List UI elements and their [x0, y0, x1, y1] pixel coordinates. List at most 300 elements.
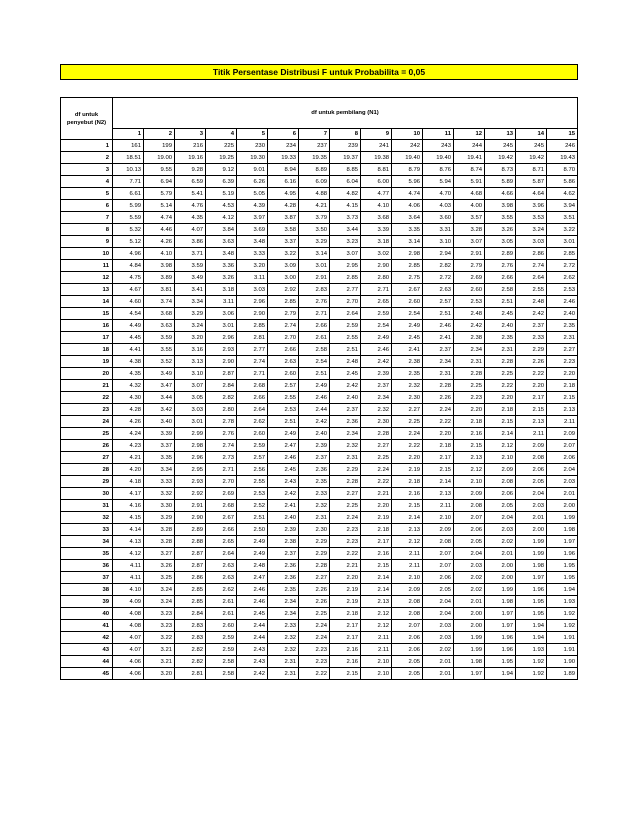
table-cell: 161	[113, 140, 144, 152]
table-cell: 2.11	[516, 428, 547, 440]
table-cell: 2.01	[516, 512, 547, 524]
table-cell: 1.95	[485, 656, 516, 668]
table-cell: 3.44	[144, 392, 175, 404]
table-cell: 2.14	[485, 428, 516, 440]
table-cell: 3.35	[392, 224, 423, 236]
table-cell: 2.17	[423, 452, 454, 464]
table-cell: 2.23	[547, 356, 578, 368]
table-cell: 1.89	[547, 668, 578, 680]
column-header-n1: 14	[516, 129, 547, 140]
table-body	[61, 140, 578, 680]
table-cell: 2.32	[268, 632, 299, 644]
table-cell: 2.32	[330, 440, 361, 452]
table-row	[61, 296, 578, 308]
table-cell: 2.11	[361, 632, 392, 644]
table-cell: 1.92	[516, 656, 547, 668]
table-cell: 9.55	[144, 164, 175, 176]
table-cell: 4.64	[516, 188, 547, 200]
column-header-n1: 11	[423, 129, 454, 140]
row-df-n2: 9	[61, 236, 113, 248]
table-cell: 2.36	[268, 560, 299, 572]
row-df-n2: 26	[61, 440, 113, 452]
table-cell: 4.08	[113, 620, 144, 632]
table-cell: 1.99	[516, 548, 547, 560]
table-row	[61, 572, 578, 584]
table-cell: 3.47	[144, 380, 175, 392]
table-cell: 2.52	[237, 500, 268, 512]
table-cell: 1.94	[516, 632, 547, 644]
table-cell: 3.09	[268, 260, 299, 272]
table-cell: 2.65	[361, 296, 392, 308]
table-cell: 2.63	[206, 572, 237, 584]
table-cell: 2.28	[454, 368, 485, 380]
table-cell: 2.01	[485, 548, 516, 560]
table-cell: 2.25	[330, 500, 361, 512]
table-cell: 4.84	[113, 260, 144, 272]
table-cell: 4.74	[144, 212, 175, 224]
table-row	[61, 188, 578, 200]
table-cell: 19.30	[237, 152, 268, 164]
f-distribution-table	[60, 97, 578, 680]
table-cell: 2.89	[485, 248, 516, 260]
row-df-n2: 13	[61, 284, 113, 296]
table-cell: 2.76	[299, 296, 330, 308]
col-header-label: df untuk pembilang (N1)	[113, 98, 578, 129]
table-cell: 2.07	[423, 548, 454, 560]
table-cell: 2.23	[454, 392, 485, 404]
table-cell: 3.86	[175, 236, 206, 248]
table-cell: 2.40	[268, 512, 299, 524]
table-cell: 2.02	[485, 536, 516, 548]
table-cell: 1.92	[547, 620, 578, 632]
table-row	[61, 272, 578, 284]
table-cell: 2.11	[547, 416, 578, 428]
table-cell: 6.39	[206, 176, 237, 188]
table-cell: 2.46	[299, 392, 330, 404]
table-cell: 2.05	[485, 500, 516, 512]
table-cell: 3.39	[144, 428, 175, 440]
table-cell: 2.04	[485, 512, 516, 524]
table-cell: 3.24	[144, 596, 175, 608]
table-cell: 2.85	[547, 248, 578, 260]
table-cell: 4.26	[144, 236, 175, 248]
row-df-n2: 33	[61, 524, 113, 536]
table-cell: 2.30	[361, 416, 392, 428]
table-cell: 225	[206, 140, 237, 152]
table-cell: 2.13	[423, 488, 454, 500]
table-cell: 5.19	[206, 188, 237, 200]
table-cell: 3.79	[299, 212, 330, 224]
table-cell: 2.20	[454, 404, 485, 416]
table-cell: 2.18	[547, 380, 578, 392]
table-cell: 19.25	[206, 152, 237, 164]
table-cell: 19.33	[268, 152, 299, 164]
table-cell: 6.16	[268, 176, 299, 188]
table-cell: 2.30	[299, 524, 330, 536]
table-cell: 2.15	[547, 392, 578, 404]
table-cell: 2.46	[268, 452, 299, 464]
table-cell: 2.74	[237, 356, 268, 368]
table-cell: 2.79	[454, 260, 485, 272]
table-cell: 2.71	[299, 308, 330, 320]
table-cell: 2.28	[361, 428, 392, 440]
table-cell: 2.17	[516, 392, 547, 404]
table-cell: 3.21	[144, 656, 175, 668]
table-cell: 4.75	[113, 272, 144, 284]
table-cell: 4.12	[113, 548, 144, 560]
table-cell: 8.73	[485, 164, 516, 176]
table-cell: 1.97	[516, 572, 547, 584]
table-cell: 3.11	[237, 272, 268, 284]
table-cell: 2.71	[361, 284, 392, 296]
table-cell: 2.63	[423, 284, 454, 296]
table-cell: 2.66	[206, 524, 237, 536]
row-df-n2: 1	[61, 140, 113, 152]
table-cell: 2.31	[330, 452, 361, 464]
table-cell: 4.09	[113, 596, 144, 608]
table-cell: 3.18	[361, 236, 392, 248]
table-cell: 2.49	[392, 320, 423, 332]
table-cell: 2.45	[330, 368, 361, 380]
table-cell: 2.96	[175, 452, 206, 464]
table-cell: 4.21	[113, 452, 144, 464]
table-cell: 2.41	[268, 500, 299, 512]
table-cell: 4.23	[113, 440, 144, 452]
table-cell: 2.03	[423, 632, 454, 644]
table-cell: 4.10	[144, 248, 175, 260]
table-cell: 2.11	[423, 500, 454, 512]
table-cell: 2.16	[454, 428, 485, 440]
table-row	[61, 476, 578, 488]
table-cell: 2.46	[547, 296, 578, 308]
table-cell: 4.32	[113, 380, 144, 392]
table-cell: 2.85	[392, 260, 423, 272]
table-cell: 5.59	[113, 212, 144, 224]
row-df-n2: 22	[61, 392, 113, 404]
table-cell: 2.67	[206, 512, 237, 524]
table-cell: 237	[299, 140, 330, 152]
table-row	[61, 176, 578, 188]
table-cell: 3.59	[144, 332, 175, 344]
table-cell: 246	[547, 140, 578, 152]
table-row	[61, 332, 578, 344]
table-cell: 2.59	[330, 320, 361, 332]
table-cell: 4.95	[268, 188, 299, 200]
table-cell: 6.00	[361, 176, 392, 188]
table-cell: 2.00	[547, 500, 578, 512]
table-cell: 3.98	[144, 260, 175, 272]
table-cell: 2.93	[175, 476, 206, 488]
table-cell: 2.76	[206, 428, 237, 440]
row-df-n2: 3	[61, 164, 113, 176]
table-cell: 2.32	[361, 404, 392, 416]
table-cell: 2.05	[392, 656, 423, 668]
table-cell: 2.42	[299, 416, 330, 428]
table-cell: 19.42	[485, 152, 516, 164]
table-row	[61, 668, 578, 680]
table-cell: 2.56	[237, 464, 268, 476]
table-row	[61, 380, 578, 392]
table-cell: 2.61	[299, 332, 330, 344]
table-cell: 2.60	[237, 428, 268, 440]
table-cell: 9.01	[237, 164, 268, 176]
table-cell: 2.31	[268, 656, 299, 668]
table-cell: 2.83	[175, 632, 206, 644]
column-header-n1: 3	[175, 129, 206, 140]
table-cell: 2.64	[206, 548, 237, 560]
table-cell: 3.00	[268, 272, 299, 284]
table-cell: 2.49	[237, 536, 268, 548]
table-cell: 2.74	[516, 260, 547, 272]
table-cell: 2.25	[299, 608, 330, 620]
table-cell: 1.95	[516, 596, 547, 608]
table-cell: 2.48	[454, 308, 485, 320]
table-cell: 6.61	[113, 188, 144, 200]
table-cell: 2.66	[485, 272, 516, 284]
table-cell: 3.24	[175, 320, 206, 332]
table-cell: 2.98	[392, 248, 423, 260]
table-cell: 2.66	[299, 320, 330, 332]
table-cell: 2.23	[299, 644, 330, 656]
table-cell: 2.51	[330, 344, 361, 356]
table-cell: 2.16	[361, 548, 392, 560]
table-cell: 1.96	[547, 548, 578, 560]
row-df-n2: 36	[61, 560, 113, 572]
table-cell: 2.42	[361, 356, 392, 368]
table-cell: 1.97	[485, 608, 516, 620]
table-cell: 2.10	[392, 572, 423, 584]
table-cell: 4.38	[113, 356, 144, 368]
table-cell: 4.10	[113, 584, 144, 596]
table-cell: 2.24	[299, 632, 330, 644]
table-row	[61, 560, 578, 572]
row-df-n2: 37	[61, 572, 113, 584]
table-cell: 2.00	[454, 620, 485, 632]
table-row	[61, 344, 578, 356]
table-cell: 2.37	[299, 452, 330, 464]
table-cell: 2.02	[454, 584, 485, 596]
table-cell: 2.35	[485, 332, 516, 344]
table-cell: 2.43	[237, 656, 268, 668]
table-cell: 1.95	[547, 560, 578, 572]
table-cell: 2.38	[454, 332, 485, 344]
table-cell: 3.10	[175, 368, 206, 380]
table-cell: 2.12	[392, 536, 423, 548]
table-cell: 3.36	[206, 260, 237, 272]
table-cell: 2.42	[454, 320, 485, 332]
table-cell: 2.82	[206, 392, 237, 404]
table-cell: 2.19	[330, 584, 361, 596]
table-cell: 3.84	[206, 224, 237, 236]
table-cell: 2.29	[516, 344, 547, 356]
table-cell: 2.20	[485, 392, 516, 404]
table-cell: 2.51	[268, 416, 299, 428]
table-cell: 4.49	[113, 320, 144, 332]
table-cell: 3.02	[361, 248, 392, 260]
table-cell: 3.07	[454, 236, 485, 248]
table-cell: 2.01	[423, 656, 454, 668]
table-cell: 2.29	[330, 464, 361, 476]
table-cell: 4.45	[113, 332, 144, 344]
table-cell: 3.28	[144, 524, 175, 536]
table-cell: 3.07	[175, 380, 206, 392]
table-cell: 4.03	[423, 200, 454, 212]
table-cell: 1.92	[547, 608, 578, 620]
table-cell: 2.88	[175, 536, 206, 548]
table-cell: 3.29	[144, 512, 175, 524]
table-cell: 3.37	[144, 440, 175, 452]
table-cell: 4.00	[454, 200, 485, 212]
table-cell: 2.35	[299, 476, 330, 488]
table-cell: 3.20	[144, 668, 175, 680]
table-cell: 2.08	[454, 500, 485, 512]
table-cell: 4.74	[392, 188, 423, 200]
table-cell: 8.89	[299, 164, 330, 176]
table-cell: 2.66	[268, 344, 299, 356]
table-cell: 2.32	[299, 500, 330, 512]
table-cell: 4.35	[113, 368, 144, 380]
table-cell: 3.60	[423, 212, 454, 224]
table-cell: 2.04	[547, 464, 578, 476]
table-cell: 2.96	[237, 296, 268, 308]
table-cell: 2.03	[485, 524, 516, 536]
row-df-n2: 18	[61, 344, 113, 356]
table-cell: 19.38	[361, 152, 392, 164]
table-cell: 3.34	[175, 296, 206, 308]
row-df-n2: 38	[61, 584, 113, 596]
table-cell: 2.46	[423, 320, 454, 332]
table-cell: 2.25	[392, 416, 423, 428]
table-cell: 2.90	[206, 356, 237, 368]
table-cell: 2.91	[299, 272, 330, 284]
table-cell: 2.39	[361, 368, 392, 380]
table-cell: 2.17	[330, 632, 361, 644]
table-cell: 1.94	[516, 620, 547, 632]
table-cell: 2.54	[361, 320, 392, 332]
table-cell: 2.82	[423, 260, 454, 272]
table-row	[61, 308, 578, 320]
table-cell: 4.24	[113, 428, 144, 440]
table-cell: 4.76	[175, 200, 206, 212]
table-cell: 4.28	[113, 404, 144, 416]
table-row	[61, 284, 578, 296]
table-cell: 2.84	[206, 380, 237, 392]
table-cell: 2.07	[547, 440, 578, 452]
table-cell: 2.85	[268, 296, 299, 308]
table-cell: 2.36	[299, 464, 330, 476]
table-cell: 2.33	[268, 620, 299, 632]
table-row	[61, 500, 578, 512]
table-cell: 2.14	[361, 584, 392, 596]
table-cell: 2.24	[361, 464, 392, 476]
column-header-n1: 4	[206, 129, 237, 140]
table-cell: 2.70	[206, 476, 237, 488]
table-cell: 2.28	[423, 380, 454, 392]
table-cell: 4.10	[361, 200, 392, 212]
table-cell: 3.53	[516, 212, 547, 224]
table-cell: 3.40	[144, 416, 175, 428]
table-cell: 2.46	[237, 596, 268, 608]
table-cell: 5.99	[113, 200, 144, 212]
table-cell: 18.51	[113, 152, 144, 164]
table-cell: 2.40	[299, 428, 330, 440]
table-cell: 3.98	[485, 200, 516, 212]
table-cell: 2.06	[516, 464, 547, 476]
table-cell: 2.87	[175, 560, 206, 572]
table-cell: 4.26	[113, 416, 144, 428]
table-cell: 2.07	[423, 560, 454, 572]
table-cell: 2.23	[330, 524, 361, 536]
table-cell: 3.42	[144, 404, 175, 416]
table-cell: 3.14	[299, 248, 330, 260]
table-cell: 2.20	[361, 500, 392, 512]
table-cell: 3.96	[516, 200, 547, 212]
table-cell: 2.00	[516, 524, 547, 536]
table-cell: 10.13	[113, 164, 144, 176]
table-cell: 3.01	[175, 416, 206, 428]
table-row	[61, 656, 578, 668]
table-row	[61, 248, 578, 260]
table-cell: 8.94	[268, 164, 299, 176]
table-cell: 3.63	[144, 320, 175, 332]
table-cell: 2.41	[423, 332, 454, 344]
table-cell: 2.39	[299, 440, 330, 452]
table-cell: 1.98	[485, 596, 516, 608]
table-cell: 243	[423, 140, 454, 152]
table-row	[61, 236, 578, 248]
table-cell: 5.91	[454, 176, 485, 188]
table-cell: 2.05	[392, 668, 423, 680]
table-cell: 3.18	[206, 284, 237, 296]
table-cell: 6.26	[237, 176, 268, 188]
table-row	[61, 164, 578, 176]
table-cell: 2.09	[392, 584, 423, 596]
table-cell: 2.11	[361, 644, 392, 656]
table-row	[61, 584, 578, 596]
table-cell: 3.49	[144, 368, 175, 380]
table-cell: 2.20	[392, 452, 423, 464]
table-cell: 2.62	[206, 584, 237, 596]
table-cell: 3.16	[175, 344, 206, 356]
table-cell: 2.85	[330, 272, 361, 284]
column-header-n1: 2	[144, 129, 175, 140]
table-cell: 2.85	[175, 596, 206, 608]
table-cell: 2.18	[454, 416, 485, 428]
table-cell: 234	[268, 140, 299, 152]
table-cell: 1.91	[547, 644, 578, 656]
row-df-n2: 15	[61, 308, 113, 320]
table-cell: 2.06	[547, 452, 578, 464]
table-cell: 2.70	[330, 296, 361, 308]
row-df-n2: 39	[61, 596, 113, 608]
table-cell: 2.35	[268, 584, 299, 596]
table-cell: 2.12	[361, 620, 392, 632]
table-cell: 2.01	[454, 596, 485, 608]
row-df-n2: 4	[61, 176, 113, 188]
table-cell: 2.08	[485, 476, 516, 488]
table-cell: 2.46	[237, 584, 268, 596]
table-cell: 5.96	[392, 176, 423, 188]
table-cell: 2.42	[330, 380, 361, 392]
table-cell: 1.97	[547, 536, 578, 548]
table-cell: 3.73	[330, 212, 361, 224]
table-cell: 2.86	[516, 248, 547, 260]
table-cell: 2.27	[392, 404, 423, 416]
table-cell: 2.16	[330, 644, 361, 656]
table-cell: 3.26	[144, 560, 175, 572]
table-cell: 19.43	[547, 152, 578, 164]
table-cell: 2.60	[206, 620, 237, 632]
